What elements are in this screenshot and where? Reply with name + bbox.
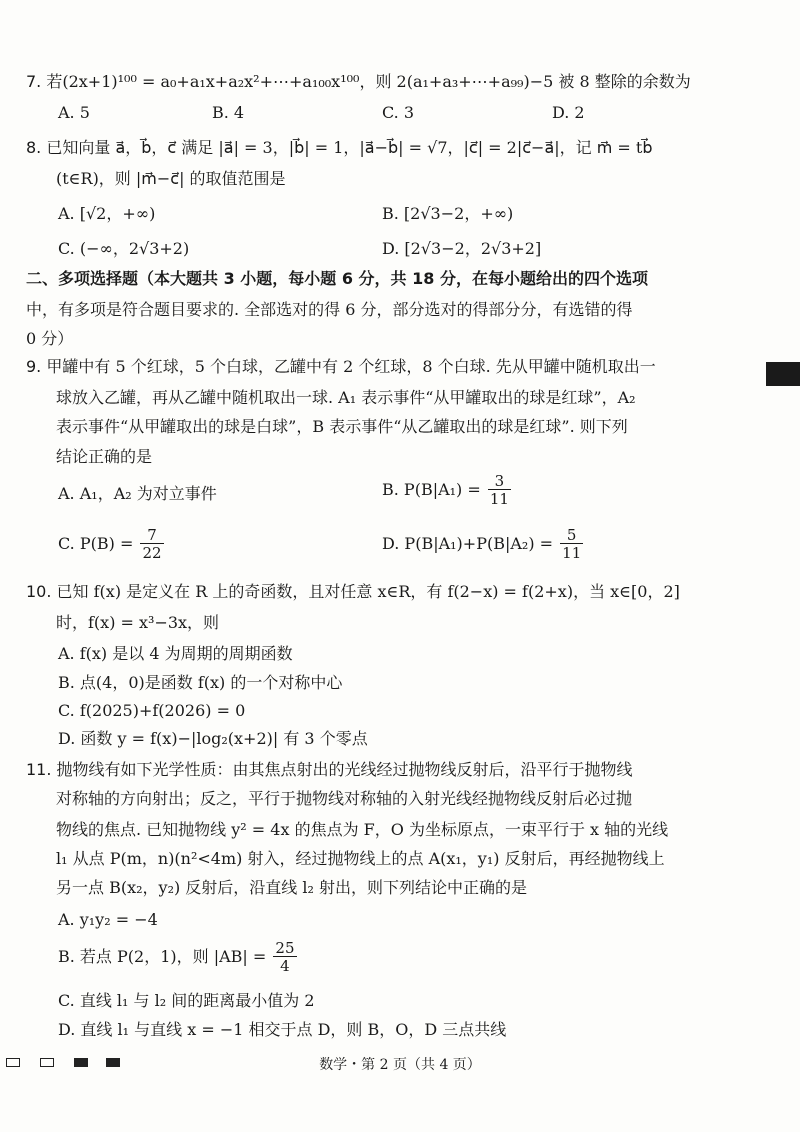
footer-mark-hollow-2: [40, 1058, 54, 1067]
fraction: [140, 528, 163, 561]
question-10-option-d: D. 函数 y = f(x)−|log₂(x+2)| 有 3 个零点: [58, 729, 368, 748]
question-number: 9.: [26, 357, 42, 376]
question-11-stem-line-2: 对称轴的方向射出；反之，平行于抛物线对称轴的入射光线经抛物线反射后必过抛: [56, 789, 633, 808]
side-tab-marker: [766, 362, 800, 386]
question-11-stem-line-4: l₁ 从点 P(m，n)(n²<4m) 射入，经过抛物线上的点 A(x₁，y₁) 反射后，再经抛物线上: [56, 849, 665, 868]
section-heading-line-1: 二、多项选择题（本大题共 3 小题，每小题 6 分，共 18 分，在每小题给出的四个选项: [26, 269, 648, 288]
question-7-option-a: A. 5: [58, 103, 90, 122]
option-text: C. P(B) =: [58, 534, 134, 553]
question-9-stem-line-2: 球放入乙罐，再从乙罐中随机取出一球. A₁ 表示事件“从甲罐取出的球是红球”，A₂: [56, 388, 636, 407]
question-7-option-d: D. 2: [552, 103, 585, 122]
fraction-numerator: 5: [566, 526, 577, 544]
question-9-stem-line-1: [26, 359, 656, 375]
question-10-option-b: B. 点(4，0)是函数 f(x) 的一个对称中心: [58, 673, 343, 692]
question-7-stem: [26, 74, 691, 90]
question-10-stem-line-1: [26, 584, 680, 600]
question-text: 抛物线有如下光学性质：由其焦点射出的光线经过抛物线反射后，沿平行于抛物线: [56, 760, 633, 779]
fraction-denominator: 4: [273, 956, 296, 974]
question-10-option-a: A. f(x) 是以 4 为周期的周期函数: [58, 644, 293, 663]
question-11-option-d: D. 直线 l₁ 与直线 x = −1 相交于点 D，则 B，O，D 三点共线: [58, 1020, 507, 1039]
footer-mark-solid-1: [74, 1058, 88, 1067]
question-11-option-b: [58, 941, 299, 974]
question-11-stem-line-1: [26, 762, 633, 778]
fraction-numerator: 7: [147, 526, 157, 544]
question-text: 已知 f(x) 是定义在 R 上的奇函数，且对任意 x∈R，有 f(2−x) = f(2+x)，当 x∈[0，2]: [56, 582, 680, 601]
fraction-numerator: 25: [275, 939, 295, 957]
option-text: D. P(B|A₁)+P(B|A₂) =: [382, 534, 554, 553]
fraction: [488, 474, 511, 507]
option-text: B. P(B|A₁) =: [382, 480, 481, 499]
question-8-stem-line-1: [26, 140, 652, 156]
option-text: B. 若点 P(2，1)，则 |AB| =: [58, 947, 267, 966]
question-8-stem-line-2: (t∈R)，则 |m⃗−c⃗| 的取值范围是: [56, 169, 286, 188]
question-8-option-a: A. [√2，+∞): [58, 204, 156, 223]
question-11-option-a: A. y₁y₂ = −4: [58, 910, 158, 929]
question-10-stem-line-2: 时，f(x) = x³−3x，则: [56, 613, 220, 632]
question-9-option-b: [382, 474, 513, 507]
fraction-denominator: 11: [489, 490, 509, 508]
section-heading-line-3: 0 分）: [26, 329, 74, 348]
fraction-numerator: 3: [494, 472, 505, 490]
page-number-label: 数学・第 2 页（共 4 页）: [319, 1057, 481, 1073]
question-9-option-a: A. A₁，A₂ 为对立事件: [58, 484, 217, 503]
question-7-option-c: C. 3: [382, 103, 415, 122]
question-8-option-b: B. [2√3−2，+∞): [382, 204, 514, 223]
question-8-option-d: D. [2√3−2，2√3+2]: [382, 239, 542, 258]
question-number: 8.: [26, 138, 42, 157]
fraction: [560, 528, 583, 561]
question-number: 10.: [26, 582, 52, 601]
question-9-option-d: [382, 528, 585, 561]
question-9-stem-line-4: 结论正确的是: [56, 447, 153, 466]
fraction-denominator: 11: [562, 544, 582, 562]
question-9-option-c: [58, 528, 166, 561]
question-number: 7.: [26, 72, 42, 91]
section-heading-line-2: 中，有多项是符合题目要求的. 全部选对的得 6 分，部分选对的得部分分，有选错的得: [26, 300, 633, 319]
question-9-stem-line-3: 表示事件“从甲罐取出的球是白球”，B 表示事件“从乙罐取出的球是红球”. 则下列: [56, 417, 628, 436]
fraction-denominator: 22: [142, 544, 162, 562]
question-text: 甲罐中有 5 个红球，5 个白球，乙罐中有 2 个红球，8 个白球. 先从甲罐中随机取出一: [46, 357, 656, 376]
question-11-option-c: C. 直线 l₁ 与 l₂ 间的距离最小值为 2: [58, 991, 315, 1010]
fraction: [273, 941, 296, 974]
question-number: 11.: [26, 760, 52, 779]
question-10-option-c: C. f(2025)+f(2026) = 0: [58, 701, 246, 720]
footer-mark-hollow-1: [6, 1058, 20, 1067]
question-7-option-b: B. 4: [212, 103, 245, 122]
question-8-option-c: C. (−∞，2√3+2): [58, 239, 190, 258]
question-11-stem-line-5: 另一点 B(x₂，y₂) 反射后，沿直线 l₂ 射出，则下列结论中正确的是: [56, 878, 528, 897]
question-11-stem-line-3: 物线的焦点. 已知抛物线 y² = 4x 的焦点为 F，O 为坐标原点，一束平行于 x 轴的光线: [56, 820, 669, 839]
footer-mark-solid-2: [106, 1058, 120, 1067]
question-text: 若(2x+1)¹⁰⁰ = a₀+a₁x+a₂x²+⋯+a₁₀₀x¹⁰⁰，则 2(a₁+a₃+⋯+a₉₉)−5 被 8 整除的余数为: [46, 72, 691, 91]
question-text: 已知向量 a⃗，b⃗，c⃗ 满足 |a⃗| = 3，|b⃗| = 1，|a⃗−b⃗| = √7，|c⃗| = 2|c⃗−a⃗|，记 m⃗ = tb⃗: [46, 138, 653, 157]
